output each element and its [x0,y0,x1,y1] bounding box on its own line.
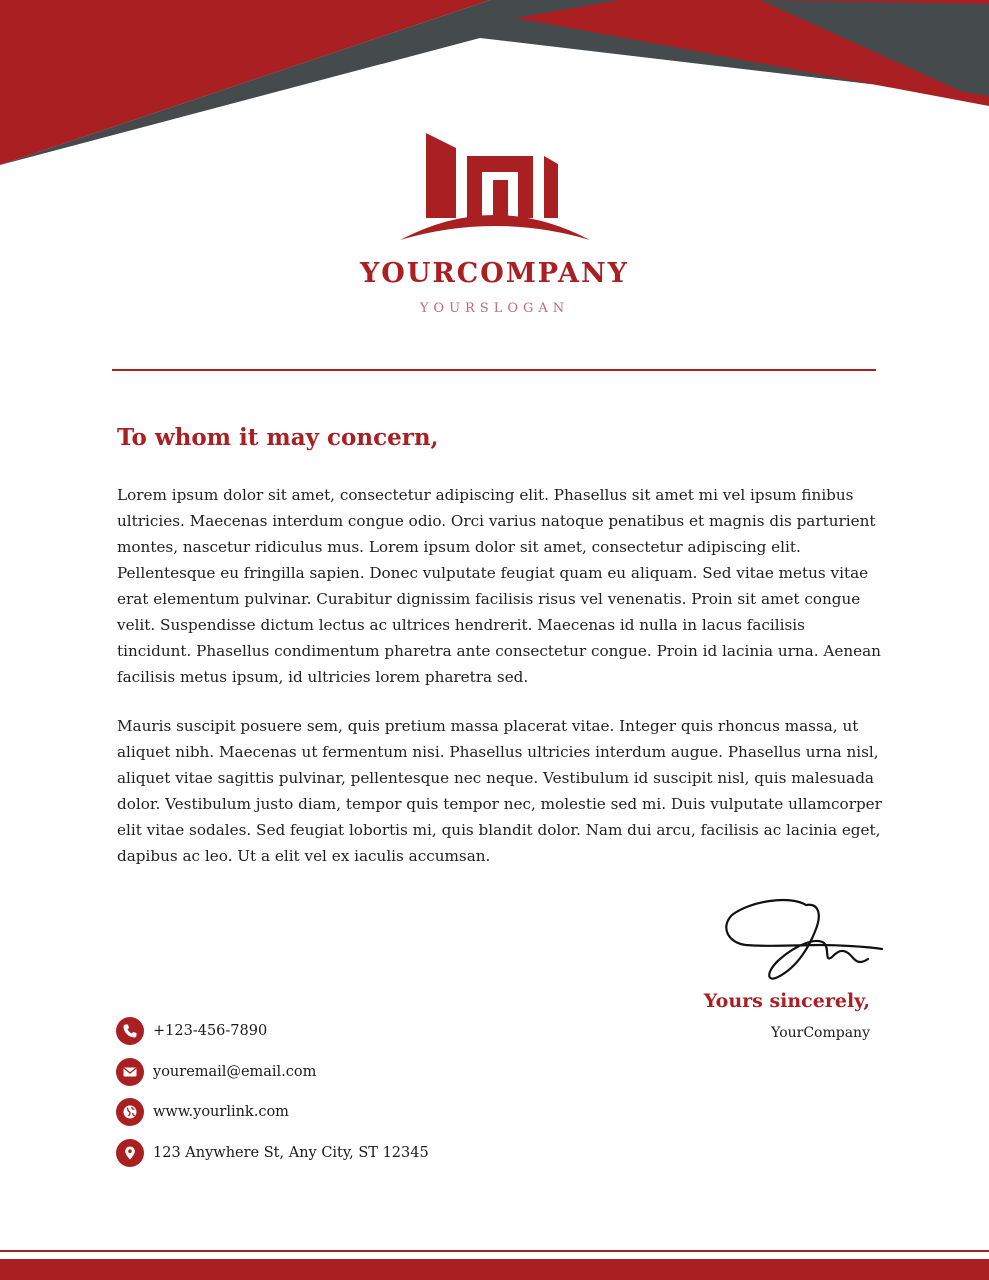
contact-email-text: youremail@email.com [153,1064,317,1080]
company-slogan: YOURSLOGAN [419,301,570,316]
handwritten-signature [720,893,890,985]
header-divider [112,369,876,371]
contact-phone [116,1017,267,1045]
contact-phone-text: +123-456-7890 [153,1023,268,1039]
letter-paragraph-1: Lorem ipsum dolor sit amet, consectetur adipiscing elit. Phasellus sit amet mi vel ipsum finibus ultricies. Maecenas interdum congue odio. Orci varius natoque penatibus et magnis dis parturient montes, nascetur ridiculus mus. Lorem ipsum dolor sit amet, consectetur adipiscing elit. Pellentesque eu fringilla sapien. Donec vulputate feugiat quam eu aliquam. Sed vitae metus vitae erat elementum pulvinar. Curabitur dignissim facilisis risus vel venenatis. Proin sit amet congue velit. Suspendisse dictum lectus ac ultrices hendrerit. Maecenas id nulla in lacus facilisis tincidunt. Phasellus condimentum pharetra ante consectetur congue. Proin id lacinia urna. Aenean facilisis metus ipsum, id ultricies lorem pharetra sed. [117,486,881,686]
letter-greeting: To whom it may concern, [117,424,439,451]
contact-address-text: 123 Anywhere St, Any City, ST 12345 [153,1145,429,1161]
letter-closing: Yours sincerely, [703,990,870,1012]
footer-thick-bar [0,1259,989,1280]
company-name: YOURCOMPANY [360,258,629,289]
contact-website [116,1098,289,1126]
email-icon [116,1058,144,1086]
contact-email [116,1058,316,1086]
letter-closing-name: YourCompany [771,1025,870,1041]
company-logo-icon [390,128,600,246]
footer-thin-line [0,1250,989,1252]
letter-paragraph-2: Mauris suscipit posuere sem, quis pretium massa placerat vitae. Integer quis rhoncus massa, ut aliquet nibh. Maecenas ut fermentum nisi. Phasellus ultricies interdum augue. Phasellus urna nisl, aliquet vitae sagittis pulvinar, pellentesque nec neque. Vestibulum id suscipit nisl, quis malesuada dolor. Vestibulum justo diam, tempor quis tempor nec, molestie sed mi. Duis vulputate ullamcorper elit vitae sodales. Sed feugiat lobortis mi, quis blandit dolor. Nam dui arcu, facilisis ac lacinia eget, dapibus ac leo. Ut a elit vel ex iaculis accumsan. [117,717,882,865]
phone-icon [116,1017,144,1045]
location-pin-icon [116,1139,144,1167]
globe-icon [116,1098,144,1126]
contact-address [116,1139,429,1167]
contact-website-text: www.yourlink.com [153,1104,289,1120]
